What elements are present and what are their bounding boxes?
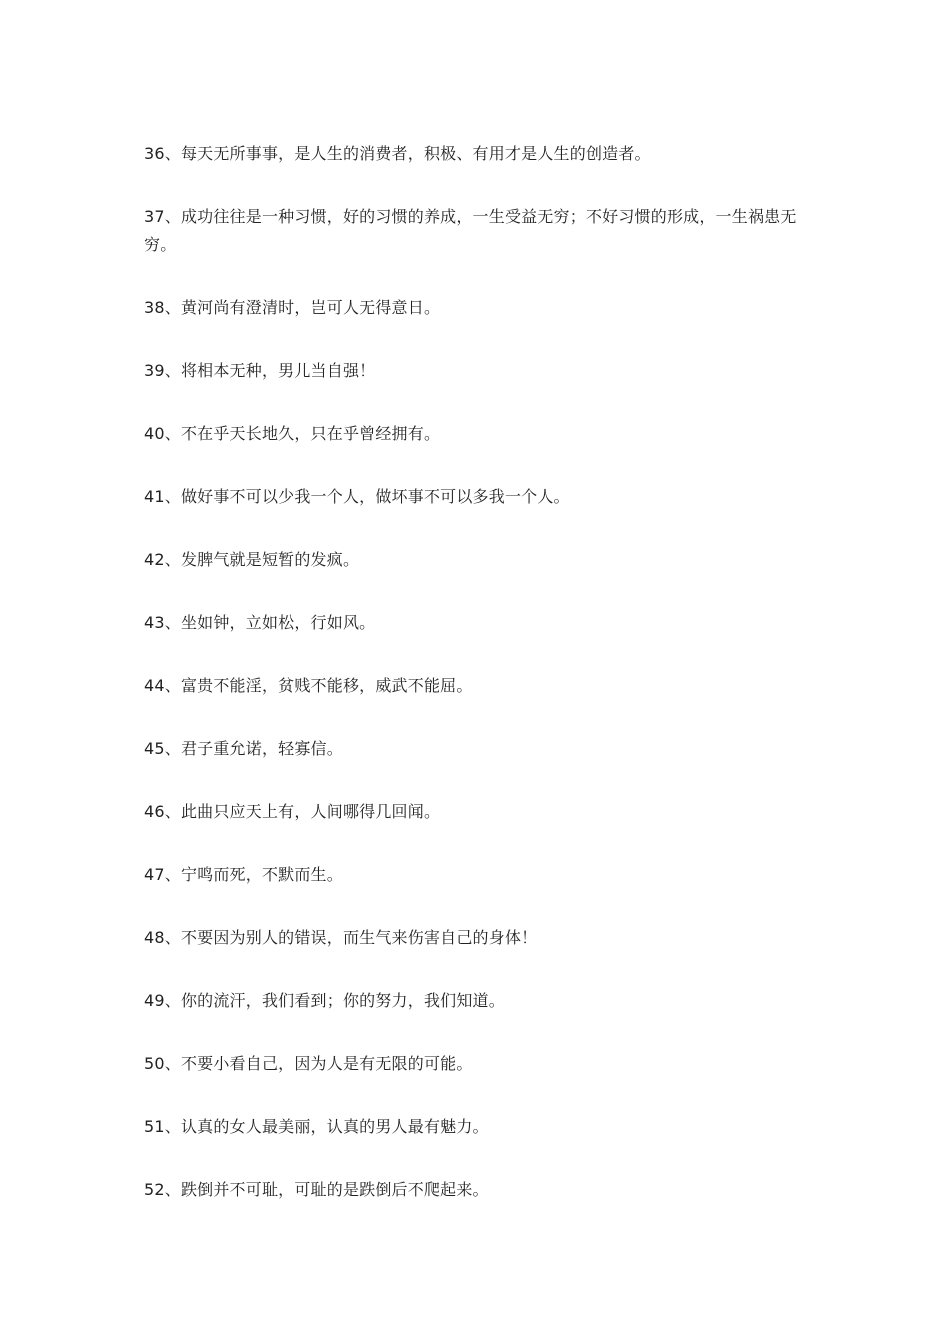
- quote-item: 41、做好事不可以少我一个人，做坏事不可以多我一个人。: [144, 487, 570, 506]
- quote-item: 37、成功往往是一种习惯，好的习惯的养成，一生受益无穷；不好习惯的形成，一生祸患无穷。: [144, 207, 797, 254]
- quote-item: 52、跌倒并不可耻，可耻的是跌倒后不爬起来。: [144, 1180, 489, 1199]
- quote-item: 49、你的流汗，我们看到；你的努力，我们知道。: [144, 991, 505, 1010]
- quote-item: 45、君子重允诺，轻寡信。: [144, 739, 343, 758]
- quote-item: 39、将相本无种，男儿当自强！: [144, 361, 376, 380]
- quote-item: 38、黄河尚有澄清时，岂可人无得意日。: [144, 298, 441, 317]
- quote-item: 36、每天无所事事，是人生的消费者，积极、有用才是人生的创造者。: [144, 144, 651, 163]
- quote-item: 40、不在乎天长地久，只在乎曾经拥有。: [144, 424, 441, 443]
- quote-item: 46、此曲只应天上有，人间哪得几回闻。: [144, 802, 441, 821]
- quote-item: 47、宁鸣而死，不默而生。: [144, 865, 343, 884]
- quote-item: 44、富贵不能淫，贫贱不能移，威武不能屈。: [144, 676, 473, 695]
- quote-item: 42、发脾气就是短暂的发疯。: [144, 550, 360, 569]
- quote-item: 51、认真的女人最美丽，认真的男人最有魅力。: [144, 1117, 489, 1136]
- quote-item: 50、不要小看自己，因为人是有无限的可能。: [144, 1054, 473, 1073]
- quote-item: 43、坐如钟，立如松，行如风。: [144, 613, 376, 632]
- quote-item: 48、不要因为别人的错误，而生气来伤害自己的身体！: [144, 928, 538, 947]
- quote-list: [144, 140, 812, 1239]
